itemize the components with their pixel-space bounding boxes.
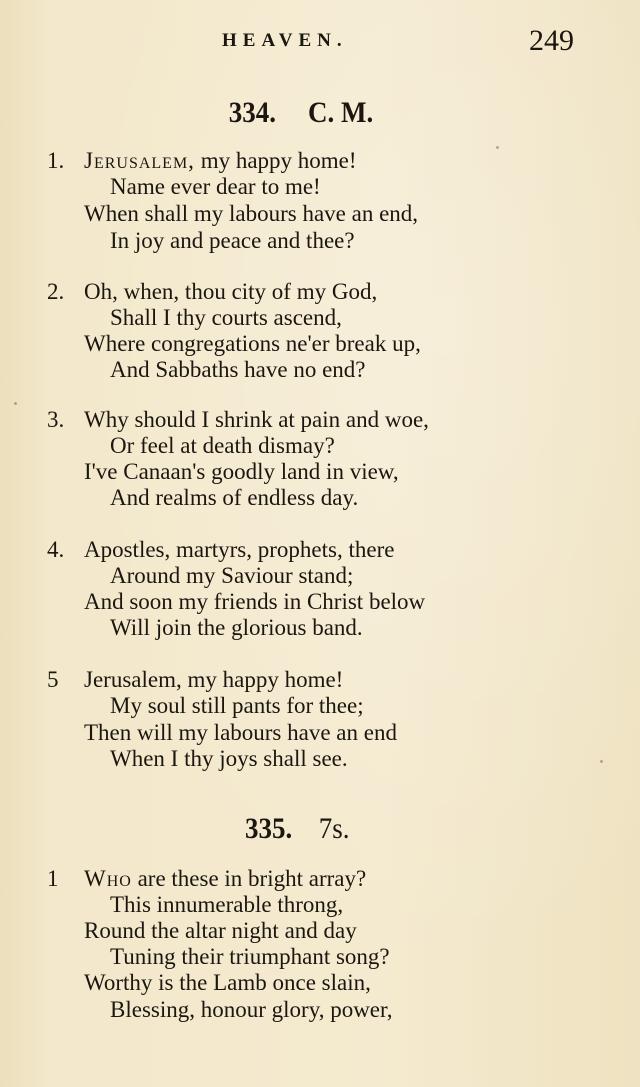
first-word-small-caps: Jerusalem, (84, 148, 195, 173)
verse-line: This innumerable throng, (110, 892, 344, 917)
hymn-number: 335. (245, 812, 293, 845)
hymn-number: 334. (228, 96, 277, 129)
verse-line: When I thy joys shall see. (110, 746, 348, 771)
verse-line: My soul still pants for thee; (110, 693, 364, 718)
running-head-title: HEAVEN. (222, 30, 348, 51)
hymn-meter: 7s. (318, 812, 350, 845)
verse-line: Then will my labours have an end (84, 720, 397, 745)
verse-line: Tuning their triumphant song? (110, 944, 390, 969)
running-head (0, 24, 640, 58)
verse-line: Worthy is the Lamb once slain, (84, 970, 371, 995)
verse-line: Why should I shrink at pain and woe, (84, 407, 429, 432)
verse-line: Apostles, martyrs, prophets, there (84, 537, 395, 562)
paper-speck (14, 402, 17, 405)
verse-line: Where congregations ne'er break up, (84, 331, 421, 356)
hymn-heading (29, 812, 605, 852)
verse-line: Around my Saviour stand; (110, 563, 354, 588)
stanza-number: 1 (47, 866, 59, 891)
verse-line: Oh, when, thou city of my God, (84, 279, 378, 304)
verse-line: Jerusalem, my happy home! (84, 667, 344, 692)
paper-speck (496, 146, 499, 149)
page-number: 249 (529, 24, 574, 57)
stanza-number: 2. (47, 279, 65, 304)
verse-line: In joy and peace and thee? (110, 228, 355, 253)
verse-line: When shall my labours have an end, (84, 201, 419, 226)
stanza-number: 3. (47, 407, 65, 432)
verse-line: Round the altar night and day (84, 918, 357, 943)
hymn-heading (29, 96, 605, 136)
verse-line: I've Canaan's goodly land in view, (84, 459, 399, 484)
stanza-number: 1. (47, 148, 65, 173)
verse-line: And Sabbaths have no end? (110, 357, 366, 382)
first-word-small-caps: Who (84, 866, 132, 891)
verse-line: Jerusalem, my happy home! (84, 148, 357, 173)
verse-line: And soon my friends in Christ below (84, 589, 426, 614)
paper-speck (600, 760, 603, 763)
verse-line: Or feel at death dismay? (110, 433, 335, 458)
stanza-number: 5 (47, 667, 59, 692)
stanza-number: 4. (47, 537, 65, 562)
verse-line: Who are these in bright array? (84, 866, 367, 891)
verse-line: Shall I thy courts ascend, (110, 305, 342, 330)
verse-line: Will join the glorious band. (110, 615, 363, 640)
verse-line: And realms of endless day. (110, 485, 359, 510)
verse-line: Name ever dear to me! (110, 174, 321, 199)
verse-line: Blessing, honour glory, power, (110, 997, 393, 1022)
hymn-meter: C. M. (308, 96, 374, 129)
